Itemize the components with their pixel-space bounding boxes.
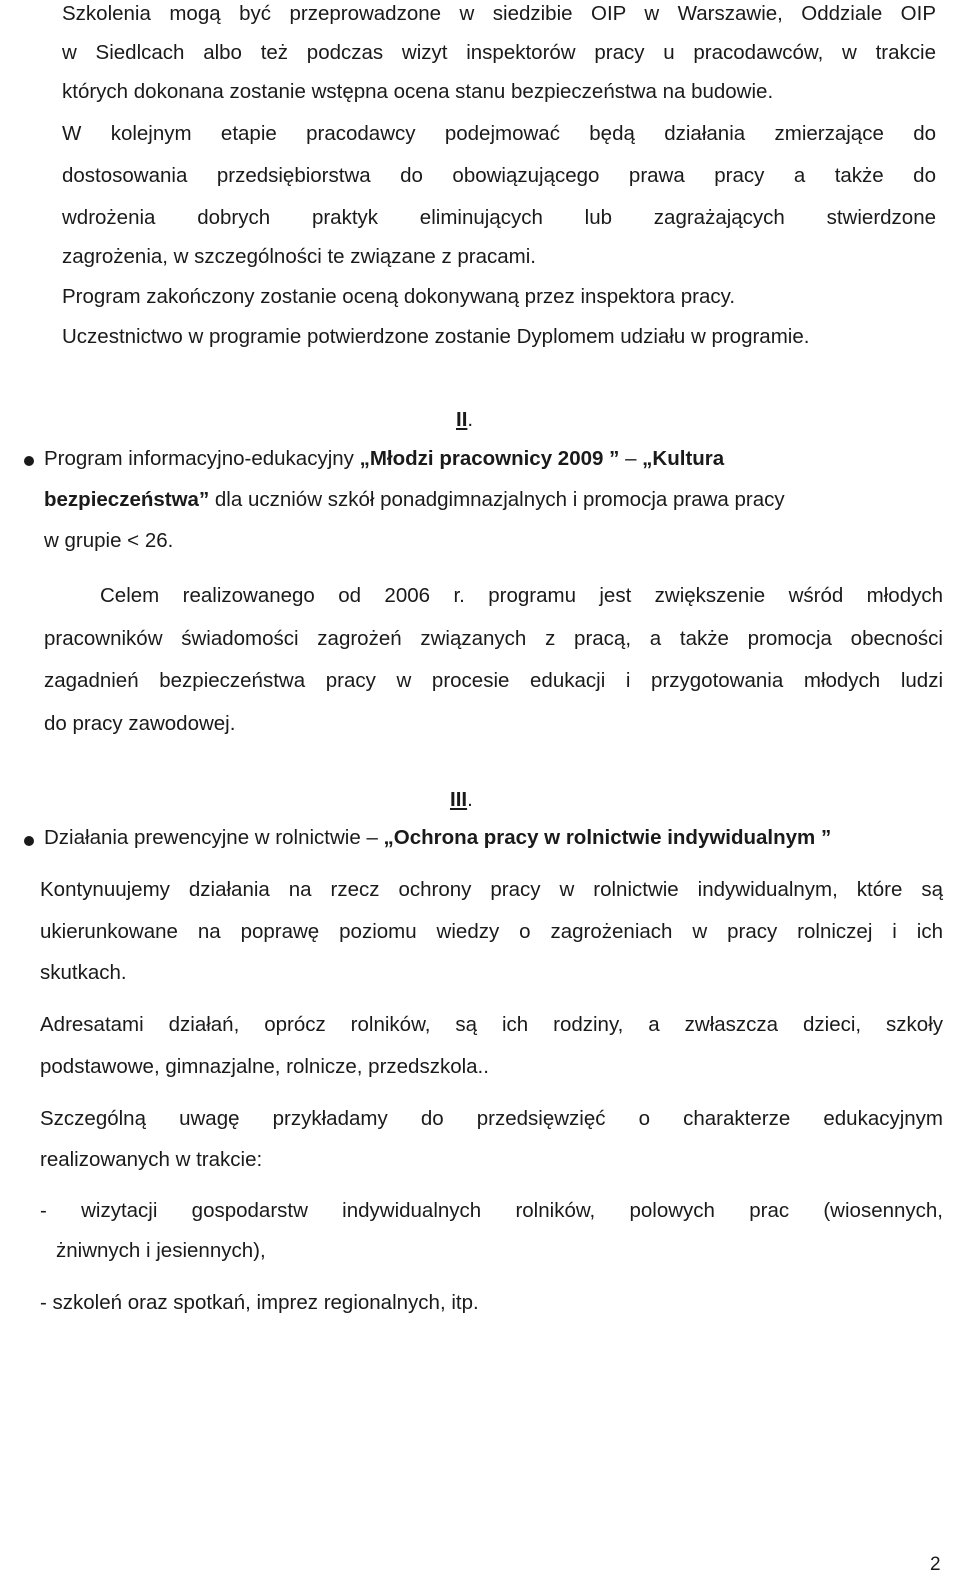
section3-p3-line: realizowanych w trakcie:: [40, 1148, 263, 1171]
dash: –: [619, 447, 643, 470]
section3-p2-line: Adresatami działań, oprócz rolników, są ich rodziny, a zwłaszcza dzieci, szkoły: [40, 1013, 943, 1036]
quote-mark: „: [359, 447, 370, 470]
program-name: Młodzi pracownicy 2009: [369, 447, 604, 470]
quote-mark: ”: [820, 826, 832, 849]
section-numeral: III: [450, 788, 468, 811]
section2-body-line: Celem realizowanego od 2006 r. programu jest zwiększenie wśród młodych: [100, 584, 943, 607]
section-heading-iii: [450, 790, 473, 811]
section3-bullet-line: [44, 828, 831, 849]
section-dot: .: [467, 408, 474, 431]
section2-bullet-line2: [44, 490, 785, 511]
page-number: 2: [930, 1554, 941, 1575]
section3-p2-line: podstawowe, gimnazjalne, rolnicze, przedszkola..: [40, 1055, 489, 1078]
section2-body-line: do pracy zawodowej.: [44, 712, 236, 735]
list-item-continuation: żniwnych i jesiennych),: [56, 1239, 266, 1262]
list-item: - wizytacji gospodarstw indywidualnych rolników, polowych prac (wiosennych,: [40, 1199, 943, 1222]
para1-line: Szkolenia mogą być przeprowadzone w siedzibie OIP w Warszawie, Oddziale OIP: [62, 2, 936, 25]
para3: Program zakończony zostanie oceną dokonywaną przez inspektora pracy.: [62, 285, 736, 308]
section3-p1-line: ukierunkowane na poprawę poziomu wiedzy o zagrożeniach w pracy rolniczej i ich: [40, 920, 943, 943]
para1-line: w Siedlcach albo też podczas wizyt inspektorów pracy u pracodawców, w trakcie: [62, 41, 936, 64]
section2-body-line: pracowników świadomości zagrożeń związanych z pracą, a także promocja obecności: [44, 627, 943, 650]
section2-bullet-line3: w grupie < 26.: [44, 529, 174, 552]
bullet-text: dla uczniów szkół ponadgimnazjalnych i promocja prawa pracy: [209, 488, 785, 511]
section3-p3-line: Szczególną uwagę przykładamy do przedsięwzięć o charakterze edukacyjnym: [40, 1107, 943, 1130]
para2-line: W kolejnym etapie pracodawcy podejmować będą działania zmierzające do: [62, 122, 936, 145]
list-item: - szkoleń oraz spotkań, imprez regionalnych, itp.: [40, 1291, 479, 1314]
bullet-icon: [24, 456, 34, 466]
section2-body-line: zagadnień bezpieczeństwa pracy w procesie edukacji i przygotowania młodych ludzi: [44, 669, 943, 692]
section-numeral: II: [456, 408, 468, 431]
program-subtitle: Kultura: [652, 447, 725, 470]
section2-bullet-line1: [44, 449, 724, 470]
quote-mark: „: [642, 447, 653, 470]
para2-line: dostosowania przedsiębiorstwa do obowiązującego prawa pracy a także do: [62, 164, 936, 187]
para4: Uczestnictwo w programie potwierdzone zostanie Dyplomem udziału w programie.: [62, 325, 810, 348]
program-subtitle: bezpieczeństwa: [44, 488, 199, 511]
bullet-icon: [24, 836, 34, 846]
bullet-text: Działania prewencyjne w rolnictwie –: [44, 826, 384, 849]
quote-mark: ”: [609, 447, 620, 470]
section-heading-ii: [456, 410, 473, 431]
bullet-text: Program informacyjno-edukacyjny: [44, 447, 360, 470]
quote-mark: „: [383, 826, 394, 849]
section3-p1-line: skutkach.: [40, 961, 127, 984]
para2-line: zagrożenia, w szczególności te związane z pracami.: [62, 245, 536, 268]
section-dot: .: [467, 788, 473, 811]
para2-line: wdrożenia dobrych praktyk eliminujących lub zagrażających stwierdzone: [62, 206, 936, 229]
quote-mark: ”: [198, 488, 210, 511]
section3-p1-line: Kontynuujemy działania na rzecz ochrony pracy w rolnictwie indywidualnym, które są: [40, 878, 943, 901]
para1-line: których dokonana zostanie wstępna ocena stanu bezpieczeństwa na budowie.: [62, 80, 774, 103]
program-name: Ochrona pracy w rolnictwie indywidualnym: [393, 826, 816, 849]
